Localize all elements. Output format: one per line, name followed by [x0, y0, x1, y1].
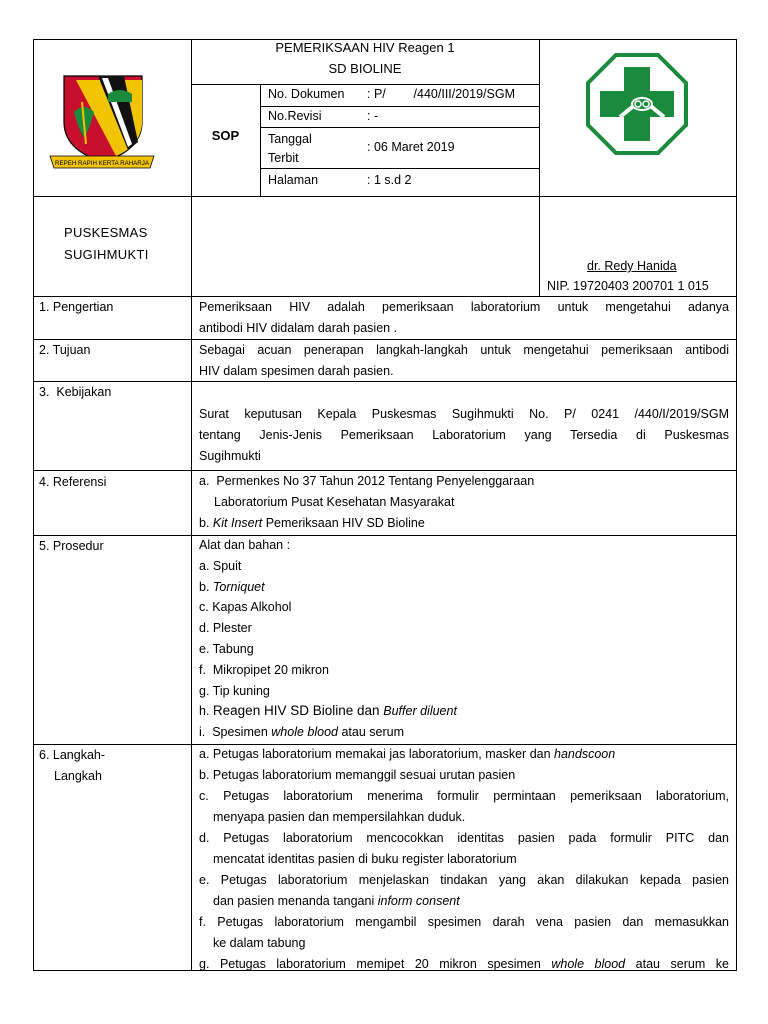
text-line: tentang Jenis-Jenis Pemeriksaan Laboratorium yang Tersedia di Puskesmas	[199, 428, 729, 442]
signer-name: dr. Redy Hanida	[587, 259, 677, 273]
referensi-item-b	[199, 513, 729, 534]
text-span: Pemeriksaan HIV SD Bioline	[262, 516, 425, 530]
section-label-langkah-line2: Langkah	[54, 769, 102, 783]
sop-label: SOP	[211, 128, 240, 143]
text-italic: handscoon	[554, 747, 616, 761]
revision-label: No.Revisi	[268, 109, 322, 123]
section-body-pengertian	[199, 297, 729, 339]
langkah-item-e-line2	[199, 891, 729, 912]
text-line: mencatat identitas pasien di buku register laboratorium	[213, 852, 517, 866]
section-label-tujuan: 2. Tujuan	[39, 343, 91, 357]
text-span: g. Petugas laboratorium memipet 20 mikron spesimen	[199, 957, 552, 971]
puskesmas-logo	[586, 53, 688, 155]
text-span: i. Spesimen	[199, 725, 272, 740]
text-span: b.	[199, 516, 213, 530]
issue-date-label-line1: Tanggal	[268, 132, 312, 146]
doc-title-line1: PEMERIKSAAN HIV Reagen 1	[275, 40, 455, 55]
page-value: : 1 s.d 2	[367, 173, 412, 187]
text-span: atau serum ke	[625, 957, 730, 971]
org-name-line2: SUGIHMUKTI	[64, 247, 149, 262]
section-label-kebijakan: 3. Kebijakan	[39, 385, 112, 399]
divider	[33, 196, 737, 197]
text-line: g. Tip kuning	[199, 683, 270, 698]
divider	[260, 106, 539, 107]
prosedur-item-b	[199, 577, 729, 598]
text-italic: whole blood	[271, 725, 338, 740]
text-line: f. Mikropipet 20 mikron	[199, 662, 329, 677]
text-line: f. Petugas laboratorium mengambil spesimen darah vena pasien dan memasukkan	[199, 915, 729, 929]
text-line: Alat dan bahan :	[199, 538, 291, 552]
signer-nip: NIP. 19720403 200701 1 015	[547, 279, 709, 293]
doc-title-line2: SD BIOLINE	[328, 61, 402, 76]
text-line: Laboratorium Pusat Kesehatan Masyarakat	[214, 495, 455, 509]
text-italic: whole blood	[551, 957, 626, 971]
org-name-line1: PUSKESMAS	[64, 225, 148, 240]
doc-number-label: No. Dokumen	[268, 87, 345, 101]
text-span: h.	[199, 704, 213, 719]
district-crest-logo	[46, 72, 158, 174]
divider	[191, 297, 192, 971]
section-body-langkah	[199, 744, 729, 975]
section-body-tujuan	[199, 340, 729, 382]
divider	[260, 84, 261, 196]
text-line: e. Petugas laboratorium menjelaskan tindakan yang akan dilakukan kepada pasien	[199, 873, 729, 887]
text-span: dan pasien menanda tangani	[213, 894, 378, 908]
section-label-pengertian: 1. Pengertian	[39, 300, 114, 314]
prosedur-item-h	[199, 701, 729, 722]
text-line: antibodi HIV didalam darah pasien .	[199, 321, 398, 335]
text-italic: Kit Insert	[212, 516, 263, 530]
text-italic: inform consent	[377, 894, 460, 908]
text-line: Sebagai acuan penerapan langkah-langkah untuk mengetahui pemeriksaan antibodi	[199, 343, 729, 357]
text-italic: Buffer diluent	[383, 704, 457, 719]
divider	[260, 168, 539, 169]
text-line: c. Kapas Alkohol	[199, 600, 292, 615]
text-line: a. Spuit	[199, 558, 242, 573]
text-line: e. Tabung	[199, 641, 254, 656]
text-span: a. Petugas laboratorium memakai jas laboratorium, masker dan	[199, 747, 555, 761]
divider	[539, 39, 540, 297]
text-line: b. Petugas laboratorium memanggil sesuai urutan pasien	[199, 768, 516, 782]
text-line: d. Petugas laboratorium mencocokkan identitas pasien pada formulir PITC dan	[199, 831, 729, 845]
logo-motto: REPEH RAPIH KERTA RAHARJA	[55, 160, 149, 167]
text-italic: Torniquet	[212, 579, 265, 594]
langkah-item-g	[199, 954, 729, 975]
text-line: c. Petugas laboratorium menerima formulir permintaan pemeriksaan laboratorium,	[199, 789, 729, 803]
section-label-langkah-line1: 6. Langkah-	[39, 748, 106, 762]
revision-value: : -	[367, 109, 379, 123]
text-line: Surat keputusan Kepala Puskesmas Sugihmukti No. P/ 0241 /440/I/2019/SGM	[199, 407, 729, 421]
divider	[191, 84, 539, 85]
text-span: b.	[199, 579, 213, 594]
divider	[260, 127, 539, 128]
text-span: atau serum	[337, 725, 404, 740]
text-line: Pemeriksaan HIV adalah pemeriksaan laboratorium untuk mengetahui adanya	[199, 300, 729, 314]
section-body-kebijakan	[199, 404, 729, 467]
text-line: a. Permenkes No 37 Tahun 2012 Tentang Penyelenggaraan	[199, 474, 535, 488]
text-span: Reagen HIV SD Bioline dan	[212, 703, 384, 719]
langkah-item-a	[199, 744, 729, 765]
prosedur-item-i	[199, 722, 729, 743]
issue-date-label-line2: Terbit	[268, 151, 299, 165]
section-label-prosedur: 5. Prosedur	[39, 539, 104, 553]
text-line: HIV dalam spesimen darah pasien.	[199, 364, 394, 378]
section-body-referensi	[199, 471, 729, 534]
section-label-referensi: 4. Referensi	[39, 475, 107, 489]
issue-date-value: : 06 Maret 2019	[367, 140, 455, 154]
divider	[191, 39, 192, 297]
page-label: Halaman	[268, 173, 319, 187]
text-line: menyapa pasien dan mempersilahkan duduk.	[213, 810, 466, 824]
text-line: d. Plester	[199, 621, 252, 636]
section-body-prosedur	[199, 535, 729, 743]
doc-number-value: : P/ /440/III/2019/SGM	[367, 87, 515, 101]
text-line: Sugihmukti	[199, 449, 261, 463]
text-line: ke dalam tabung	[213, 936, 306, 950]
